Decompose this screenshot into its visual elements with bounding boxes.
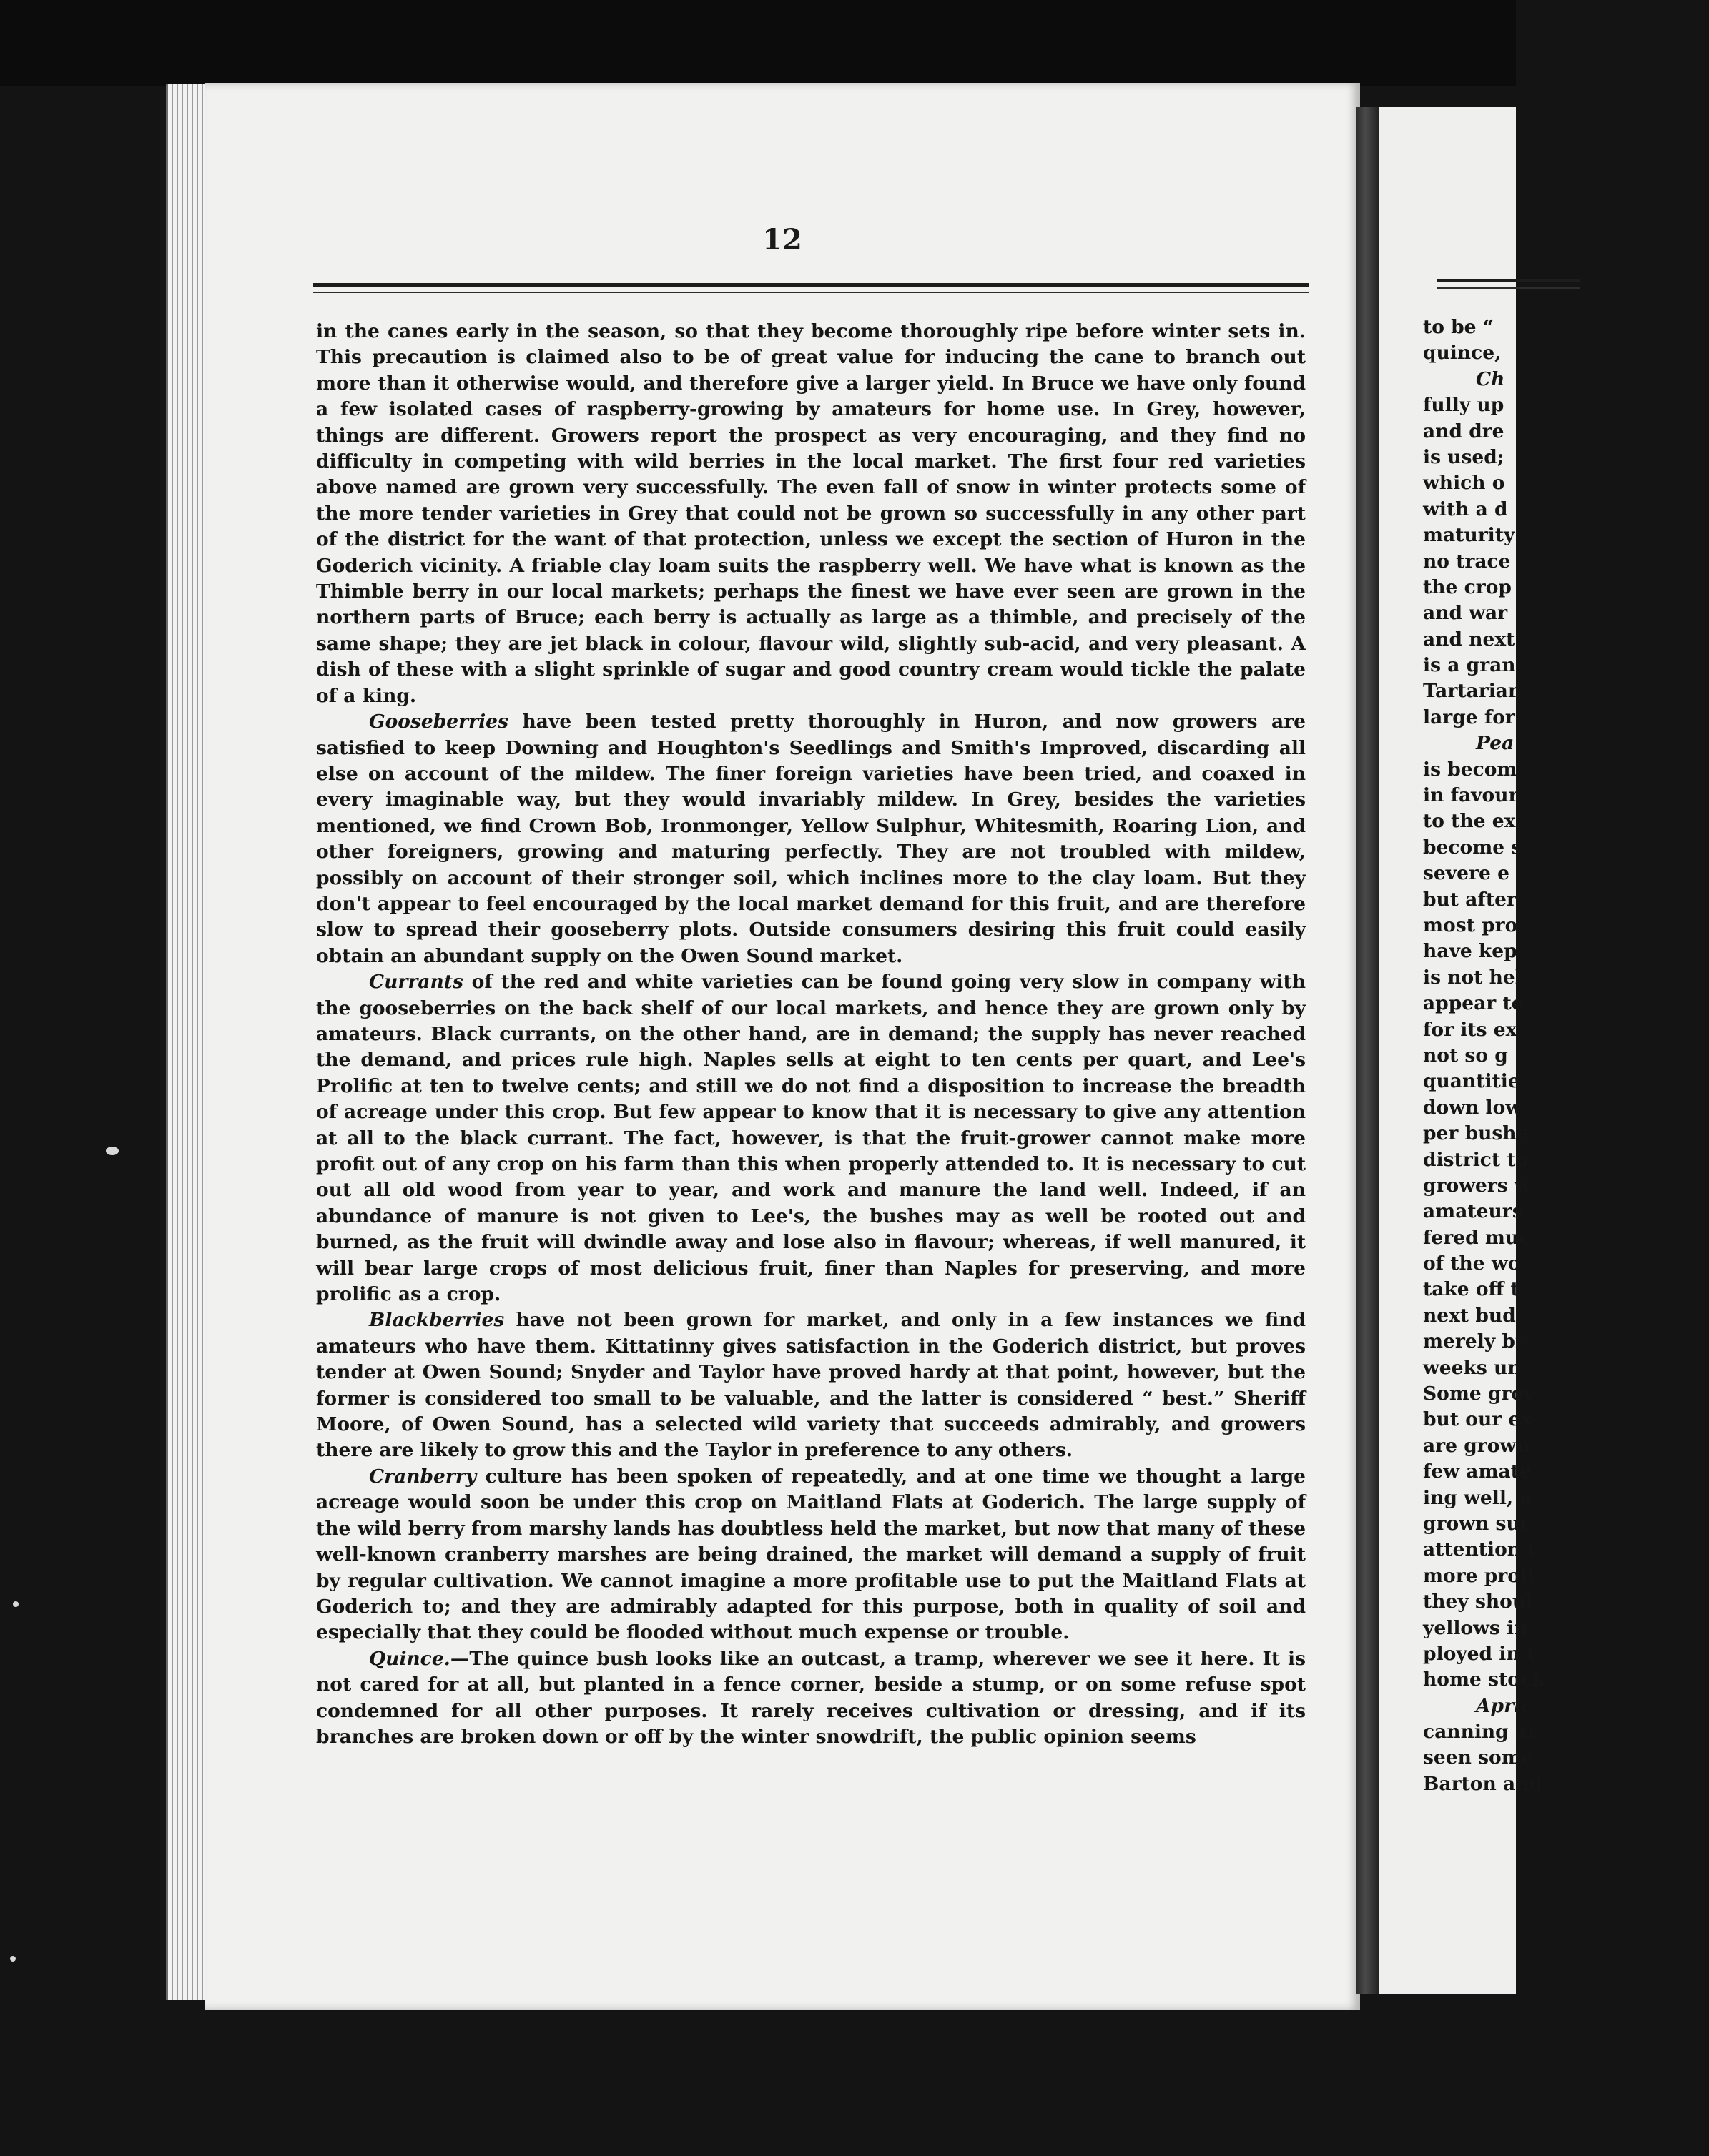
facing-text-fragment: Apric — [1476, 1694, 1533, 1717]
facing-text-fragment: ployed in t — [1423, 1642, 1536, 1665]
facing-text-fragment: fully up — [1423, 394, 1504, 417]
facing-text-line — [1423, 1719, 1709, 1745]
paragraph-lead-term: Blackberries — [369, 1309, 505, 1332]
scan-top-border — [0, 0, 1516, 86]
facing-text-line — [1423, 1147, 1709, 1173]
paragraph-text: —The quince bush looks like an outcast, a tramp, wherever we see it here. It is not cared for at all, but planted in a fence corner, beside a stump, or on some refuse spot condemned for all other purposes. It rarely receives cultivation or dressing, and if its branches are broken down or off by the winter snowdrift, the public opinion seems — [316, 1647, 1306, 1748]
facing-text-line — [1423, 1667, 1709, 1693]
facing-page-fragment — [1379, 107, 1545, 1994]
scan-dust-speck — [13, 1601, 19, 1607]
facing-text-fragment: become s — [1423, 836, 1522, 859]
paragraph-text: have been tested pretty thoroughly in Huron, and now growers are satisfied to keep Downing and Houghton's Seedlings and Smith's Improved, discarding all else on account of the mildew. The finer foreign varieties have been tried, and coaxed in every imaginable way, but they would invariably mildew. In Grey, besides the varieties mentioned, we find Crown Bob, Ironmonger, Yellow Sulphur, Whitesmith, Roaring Lion, and other foreigners, growing and maturing perfectly. They are not troubled with mildew, possibly on account of their stronger soil, which inclines more to the clay loam. But they don't appear to feel encouraged by the local market demand for this fruit, and are therefore slow to spread their gooseberry plots. Outside consumers desiring this fruit could easily obtain an abundant supply on the Owen Sound market. — [316, 711, 1306, 967]
facing-text-line — [1423, 913, 1709, 939]
facing-text-fragment: yellows in — [1423, 1616, 1528, 1639]
facing-text-fragment: home stock — [1423, 1668, 1545, 1691]
facing-text-line — [1423, 1303, 1709, 1329]
facing-text-fragment: Pea — [1476, 732, 1515, 755]
facing-text-fragment: per bushe — [1423, 1122, 1529, 1145]
scan-dust-speck — [10, 1956, 16, 1962]
facing-text-line — [1423, 1693, 1709, 1719]
facing-text-line — [1423, 1537, 1709, 1563]
facing-text-fragment: is becom — [1423, 758, 1517, 781]
facing-text-fragment: merely br — [1423, 1330, 1525, 1353]
book-gutter — [1356, 107, 1380, 1994]
facing-text-line — [1423, 497, 1709, 523]
facing-text-line — [1423, 1173, 1709, 1199]
header-rule — [313, 283, 1309, 287]
facing-text-fragment: not so g — [1423, 1044, 1508, 1067]
facing-text-fragment: down low — [1423, 1096, 1522, 1119]
facing-text-line — [1423, 835, 1709, 861]
facing-text-line — [1423, 419, 1709, 445]
facing-text-fragment: for its ex — [1423, 1018, 1517, 1041]
facing-text-line — [1423, 367, 1709, 392]
page-number: 12 — [762, 223, 802, 257]
facing-text-fragment: have kep — [1423, 940, 1517, 963]
facing-text-line — [1423, 861, 1709, 886]
facing-text-line — [1423, 549, 1709, 575]
facing-text-line — [1423, 1563, 1709, 1589]
header-rule-thin — [313, 292, 1309, 293]
facing-text-fragment: and next — [1423, 628, 1515, 651]
facing-text-line — [1423, 1277, 1709, 1302]
facing-text-fragment: district to — [1423, 1148, 1529, 1171]
facing-text-fragment: they shoul — [1423, 1591, 1534, 1613]
facing-text-line — [1423, 1355, 1709, 1381]
facing-text-fragment: ing well, a — [1423, 1486, 1532, 1509]
scan-dust-speck — [106, 1147, 119, 1155]
facing-text-line — [1423, 600, 1709, 626]
paragraph — [316, 709, 1306, 969]
paragraph-text: of the red and white varieties can be found going very slow in company with the gooseberries on the back shelf of our local markets, and hence they are grown only by amateurs. Black currants, on the other hand, are in demand; the supply has never reached the demand, and prices rule high. Naples sells at eight to ten cents per quart, and Lee's Prolific at ten to twelve cents; and still we do not find a disposition to increase the breadth of acreage under this crop. But few appear to know that it is necessary to give any attention at all to the black currant. The fact, however, is that the fruit-grower cannot make more profit out of any crop on his farm than this when properly attended to. It is necessary to cut out all old wood from year to year, and work and manure the land well. Indeed, if an abundance of manure is not given to Lee's, the bushes may as well be rooted out and burned, as the fruit will dwindle away and lose also in flavour; whereas, if well manured, it will bear large crops of most delicious fruit, finer than Naples for preserving, and more prolific as a crop. — [316, 971, 1306, 1306]
facing-text-line — [1423, 1771, 1709, 1797]
facing-text-fragment: quantitie — [1423, 1070, 1520, 1093]
facing-text-fragment: Some grov — [1423, 1383, 1535, 1405]
facing-text-fragment: canning ar — [1423, 1721, 1538, 1744]
facing-text-fragment: few amate — [1423, 1460, 1532, 1483]
facing-text-fragment: to be “ — [1423, 316, 1494, 338]
facing-text-fragment: no trace — [1423, 550, 1511, 573]
facing-text-fragment: is not hel — [1423, 966, 1522, 989]
facing-text-line — [1423, 627, 1709, 653]
facing-text-line — [1423, 315, 1709, 340]
facing-text-line — [1423, 965, 1709, 991]
facing-text-line — [1423, 1745, 1709, 1771]
facing-text-line — [1423, 1616, 1709, 1641]
facing-text-line — [1423, 1121, 1709, 1147]
facing-text-line — [1423, 1433, 1709, 1459]
page-block-edge — [166, 84, 208, 2000]
facing-text-line — [1423, 1485, 1709, 1511]
facing-text-fragment: Ch — [1476, 367, 1505, 390]
paragraph — [316, 969, 1306, 1307]
facing-text-line — [1423, 705, 1709, 731]
facing-header-rule-thin — [1437, 287, 1580, 289]
facing-text-fragment: which o — [1423, 472, 1505, 495]
facing-text-fragment: but after — [1423, 888, 1517, 911]
paragraph-lead-term: Cranberry — [369, 1465, 477, 1488]
facing-text-line — [1423, 1407, 1709, 1433]
facing-text-line — [1423, 1095, 1709, 1121]
facing-page-text — [1423, 315, 1709, 1797]
facing-text-fragment: is a gran — [1423, 654, 1516, 677]
facing-text-fragment: and war — [1423, 602, 1508, 625]
facing-text-fragment: in favour — [1423, 784, 1519, 807]
facing-text-line — [1423, 1069, 1709, 1094]
facing-text-fragment: but our ex — [1423, 1408, 1532, 1431]
facing-text-fragment: Tartarian — [1423, 680, 1522, 703]
facing-text-line — [1423, 808, 1709, 834]
facing-text-line — [1423, 1251, 1709, 1277]
facing-text-line — [1423, 1225, 1709, 1251]
paragraph — [316, 1646, 1306, 1751]
facing-text-line — [1423, 1589, 1709, 1615]
facing-text-line — [1423, 1459, 1709, 1485]
facing-text-fragment: most pro — [1423, 914, 1518, 936]
facing-text-line — [1423, 1381, 1709, 1407]
facing-text-fragment: to the ex — [1423, 810, 1516, 833]
facing-text-line — [1423, 1043, 1709, 1069]
facing-text-line — [1423, 783, 1709, 808]
facing-text-line — [1423, 1511, 1709, 1537]
facing-text-line — [1423, 1329, 1709, 1355]
facing-text-fragment: with a d — [1423, 498, 1508, 520]
paragraph-lead-term: Gooseberries — [369, 711, 508, 733]
facing-text-fragment: quince, — [1423, 342, 1502, 365]
facing-text-fragment: grown suc — [1423, 1512, 1532, 1535]
book-page — [205, 83, 1360, 2010]
facing-text-fragment: are grown — [1423, 1434, 1530, 1457]
paragraph-text: in the canes early in the season, so that they become thoroughly ripe before winter sets in. This precaution is claimed also to be of great value for inducing the cane to branch out more than it otherwise would, and therefore give a larger yield. In Bruce we have only found a few isolated cases of raspberry-growing by amateurs for home use. In Grey, however, things are different. Growers report the prospect as very encouraging, and they find no difficulty in competing with wild berries in the local market. The first four red varieties above named are grown very successfully. The even fall of snow in winter protects some of the more tender varieties in Grey that could not be grown so successfully in any other part of the district for the want of that protection, unless we except the section of Huron in the Goderich vicinity. A friable clay loam suits the raspberry well. We have what is known as the Thimble berry in our local markets; perhaps the finest we have ever seen are grown in the northern parts of Bruce; each berry is actually as large as a thimble, and precisely of the same shape; they are jet black in colour, flavour wild, slightly sub-acid, and very pleasant. A dish of these with a slight sprinkle of sugar and good country cream would tickle the palate of a king. — [316, 320, 1306, 707]
facing-text-line — [1423, 887, 1709, 913]
facing-text-line — [1423, 1017, 1709, 1043]
facing-text-fragment: is used; — [1423, 445, 1504, 468]
facing-text-fragment: more proli — [1423, 1564, 1535, 1587]
facing-text-line — [1423, 470, 1709, 496]
facing-text-fragment: and dre — [1423, 420, 1504, 442]
facing-text-fragment: severe e — [1423, 862, 1509, 885]
paragraph-lead-term: Currants — [369, 971, 463, 994]
facing-text-fragment: attention t — [1423, 1538, 1537, 1561]
facing-text-fragment: amateurs — [1423, 1200, 1523, 1223]
facing-text-fragment: next bud — [1423, 1304, 1516, 1327]
paragraph-text: have not been grown for market, and only in a few instances we find amateurs who have them. Kittatinny gives satisfaction in the Goderich district, but proves tender at Owen Sound; Snyder and Taylor have proved hardy at that point, however, but the former is considered too small to be valuable, and the latter is considered “ best.” Sheriff Moore, of Owen Sound, has a selected wild variety that succeeds admirably, and growers there are likely to grow this and the Taylor in preference to any others. — [316, 1309, 1306, 1462]
paragraph — [316, 1307, 1306, 1463]
paragraph-text: culture has been spoken of repeatedly, and at one time we thought a large acreage would soon be under this crop on Maitland Flats at Goderich. The large supply of the wild berry from marshy lands has doubtless held the market, but now that many of these well-known cranberry marshes are being drained, the market will demand a supply of fruit by regular cultivation. We cannot imagine a more profitable use to put the Maitland Flats at Goderich to; and they are admirably adapted for this purpose, both in quality of soil and especially that they could be flooded without much expense or trouble. — [316, 1465, 1306, 1644]
facing-text-fragment: seen some — [1423, 1746, 1534, 1769]
facing-text-line — [1423, 678, 1709, 704]
facing-text-line — [1423, 731, 1709, 756]
facing-text-line — [1423, 340, 1709, 366]
facing-header-rule — [1437, 279, 1580, 282]
paragraph — [316, 1464, 1306, 1646]
facing-text-line — [1423, 575, 1709, 600]
facing-text-line — [1423, 445, 1709, 470]
facing-text-fragment: appear to — [1423, 992, 1525, 1015]
facing-text-fragment: growers w — [1423, 1174, 1531, 1197]
facing-text-line — [1423, 653, 1709, 678]
facing-text-line — [1423, 392, 1709, 418]
facing-text-fragment: weeks un — [1423, 1356, 1522, 1379]
facing-text-line — [1423, 991, 1709, 1017]
facing-text-line — [1423, 757, 1709, 783]
page-body-text — [316, 319, 1306, 1750]
facing-text-fragment: maturity — [1423, 524, 1515, 547]
paragraph-lead-term: Quince. — [369, 1647, 450, 1670]
paragraph — [316, 319, 1306, 709]
facing-text-fragment: Barton and — [1423, 1772, 1542, 1795]
facing-text-fragment: the crop — [1423, 575, 1512, 598]
facing-text-fragment: of the wo — [1423, 1252, 1521, 1275]
facing-text-fragment: take off t — [1423, 1278, 1520, 1301]
facing-text-line — [1423, 523, 1709, 548]
facing-text-line — [1423, 1199, 1709, 1225]
facing-text-fragment: large for — [1423, 706, 1515, 728]
facing-text-fragment: fered muc — [1423, 1226, 1531, 1249]
facing-text-line — [1423, 939, 1709, 964]
facing-text-line — [1423, 1641, 1709, 1667]
